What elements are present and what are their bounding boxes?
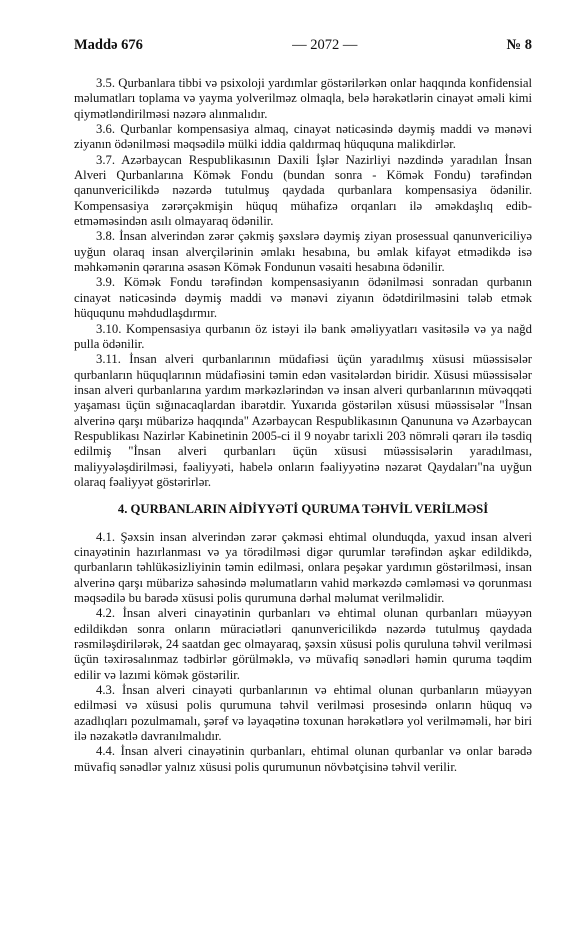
issue-number: № 8: [506, 37, 532, 53]
paragraph-4-2: 4.2. İnsan alveri cinayətinin qurbanları və ehtimal olunan qurbanları müəyyən edildikdən sonra onların müraciətləri qanunvericilikdə nəzərdə tutulmuş qaydada rəsmiləşdirilərək, 24 saatdan gec olmayaraq, şəxsin xüsusi polis quruluna təhvil verilməsi üçün təxirəsalınmaz tədbirlər görülməklə, və müvafiq sənədləri həmin quruma təqdim edilir və lazımi kömək göstərilir.: [74, 606, 532, 682]
paragraph-3-11: 3.11. İnsan alveri qurbanlarının müdafiəsi üçün yaradılmış xüsusi müəssisələr qurbanların hüquqlarının müdafiəsini təmin edən vasitələrdən biridir. Xüsusi müəssisələr insan alveri qurbanlarına yardım mərkəzlərindən və insan alveri qurbanlarının müvəqqəti yaşaması üçün sığınacaqlardan ibarətdir. Yuxarıda göstərilən xüsusi müəssisələr "İnsan alverinə qarşı mübarizə haqqında" Azərbaycan Respublikasının Qanununa və Azərbaycan Respublikası Nazirlər Kabinetinin 2005-ci il 9 noyabr tarixli 203 nömrəli qərarı ilə təsdiq edilmiş "İnsan alveri qurbanları üçün xüsusi müəssisələrin yaradılması, maliyyələşdirilməsi, fəaliyyəti, habelə onların fəaliyyətinə nəzarət Qaydaları"na uyğun olaraq fəaliyyət göstərirlər.: [74, 352, 532, 489]
paragraph-3-10: 3.10. Kompensasiya qurbanın öz istəyi ilə bank əməliyyatları vasitəsilə və ya nağd pulla ödənilir.: [74, 321, 532, 351]
paragraph-4-4: 4.4. İnsan alveri cinayətinin qurbanları, ehtimal olunan qurbanlar və onlar barədə müvafiq sənədlər yalnız xüsusi polis qurumunun növbətçisinə təhvil verilir.: [74, 744, 532, 774]
paragraph-3-9: 3.9. Kömək Fondu tərəfindən kompensasiyanın ödənilməsi sonradan qurbanın cinayət nəticəsində dəymiş maddi və mənəvi ziyanın ödətdirilməsini tələb etmək hüququnu məhdudlaşdırmır.: [74, 275, 532, 321]
paragraph-3-8: 3.8. İnsan alverindən zərər çəkmiş şəxslərə dəymiş ziyan prosessual qanunvericiliyə uyğun olaraq insan alverçilərinin əmlakı hesabına, bu əmlak kifayət etmədikdə isə məhkəmənin qərarına əsasən Kömək Fondunun vəsaiti hesabına ödənilir.: [74, 229, 532, 275]
article-number: Maddə 676: [74, 37, 143, 53]
page-header: [74, 36, 532, 54]
paragraph-3-6: 3.6. Qurbanlar kompensasiya almaq, cinayət nəticəsində dəymiş maddi və mənəvi ziyanın ödənilməsi məqsədilə mülki iddia qaldırmaq hüququna malikdirlər.: [74, 122, 532, 152]
section-heading: 4. QURBANLARIN AİDİYYƏTİ QURUMA TƏHVİL VERİLMƏSİ: [117, 502, 489, 517]
paragraph-4-3: 4.3. İnsan alveri cinayəti qurbanlarının və ehtimal olunan qurbanların müəyyən edilməsi və xüsusi polis qurumuna təhvil verilməsi prosesində onların hüquq və azadlıqları pozulmamalı, şərəf və ləyaqətinə toxunan hərəkətlərə yol verilməməli, hər biri ilə nəzakətlə davranılmalıdır.: [74, 683, 532, 744]
paragraph-3-5: 3.5. Qurbanlara tibbi və psixoloji yardımlar göstərilərkən onlar haqqında konfidensial məlumatları toplama və yayma yolverilməz olmaqla, belə hərəkətlərin cinayət əməli kimi qiymətləndirilməsi nəzərə alınmalıdır.: [74, 76, 532, 121]
page-number: — 2072 —: [292, 37, 358, 53]
document-page: [74, 36, 532, 775]
paragraph-3-7: 3.7. Azərbaycan Respublikasının Daxili İşlər Nazirliyi nəzdində yaradılan İnsan Alveri Qurbanlarına Kömək Fondu (bundan sonra - Kömək Fondu) tərəfindən qanunvericilikdə nəzərdə tutulmuş qaydada qurbanlara kompensasiya ödənilir. Kompensasiya zərərçəkmişin hüquq mühafizə orqanları ilə əməkdaşlıq edib-etməməsindən asılı olmayaraq ödənilir.: [74, 152, 532, 229]
paragraph-4-1: 4.1. Şəxsin insan alverindən zərər çəkməsi ehtimal olunduqda, yaxud insan alveri cinayətinin hazırlanması və ya törədilməsi digər qurumlar tərəfindən aşkar edildikdə, qurbanların təhlükəsizliyinin təmin edilməsi, onlara peşəkar yardımın göstərilməsi, insan alverinə qarşı mübarizə sahəsində məlumatların vahid mərkəzdə cəmləməsi və qorunması məqsədilə bu barədə xüsusi polis qurumuna dərhal məlumat verilməlidir.: [74, 529, 532, 605]
